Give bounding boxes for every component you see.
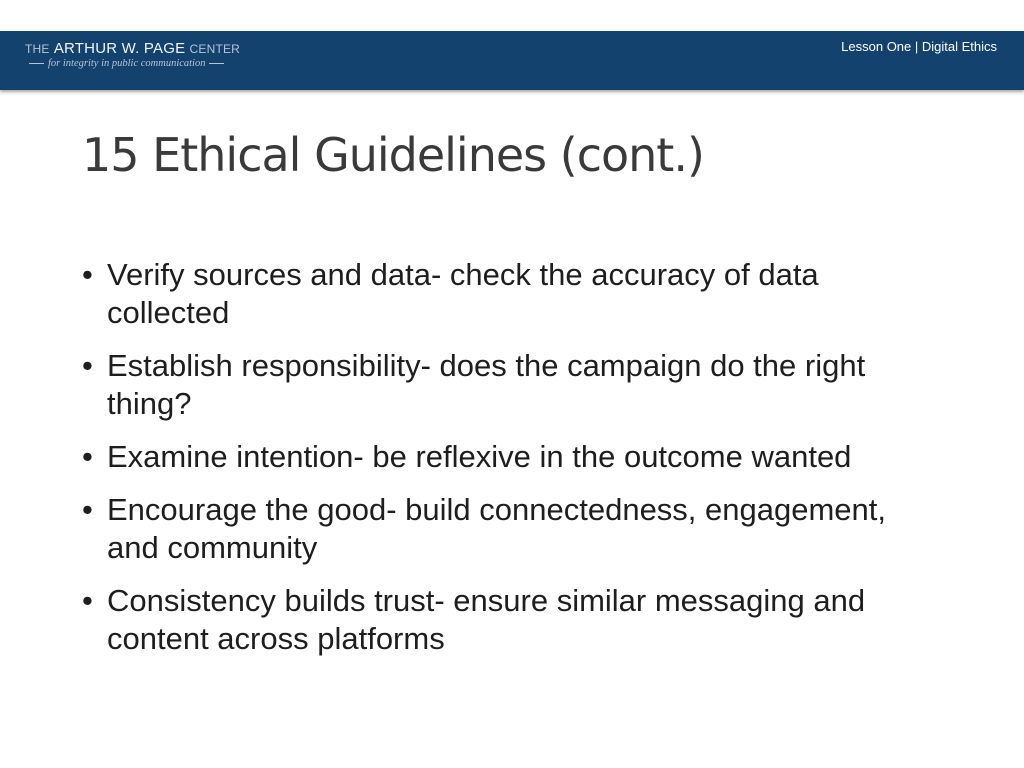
logo-name: ARTHUR W. PAGE: [53, 40, 186, 57]
bullet-text: Examine intention- be reflexive in the outcome wanted: [107, 439, 852, 474]
logo-prefix: THE: [25, 42, 50, 56]
bullet-text: Verify sources and data- check the accuracy of data collected: [107, 257, 819, 330]
bullet-item: [82, 491, 942, 567]
bullet-text: Consistency builds trust- ensure similar messaging and content across platforms: [107, 583, 866, 656]
logo-tagline-row: [25, 58, 240, 69]
logo-rule-right: [209, 63, 224, 64]
arthur-w-page-center-logo: [25, 40, 240, 69]
logo-wordmark: [25, 40, 240, 58]
logo-suffix: CENTER: [189, 42, 241, 56]
slide-title: 15 Ethical Guidelines (cont.): [82, 128, 704, 182]
bullet-item: [82, 582, 942, 658]
header-banner: [0, 31, 1024, 90]
bullet-icon: •: [82, 257, 93, 292]
lesson-label: Lesson One | Digital Ethics: [841, 39, 997, 54]
bullet-list: [82, 256, 942, 673]
bullet-item: [82, 438, 942, 476]
logo-tagline: for integrity in public communication: [48, 58, 206, 69]
bullet-item: [82, 256, 942, 332]
bullet-item: [82, 347, 942, 423]
bullet-icon: •: [82, 583, 93, 618]
bullet-icon: •: [82, 439, 93, 474]
bullet-icon: •: [82, 348, 93, 383]
bullet-text: Encourage the good- build connectedness, engagement, and community: [107, 492, 887, 565]
bullet-text: Establish responsibility- does the campaign do the right thing?: [107, 348, 866, 421]
bullet-icon: •: [82, 492, 93, 527]
logo-rule-left: [29, 63, 44, 64]
